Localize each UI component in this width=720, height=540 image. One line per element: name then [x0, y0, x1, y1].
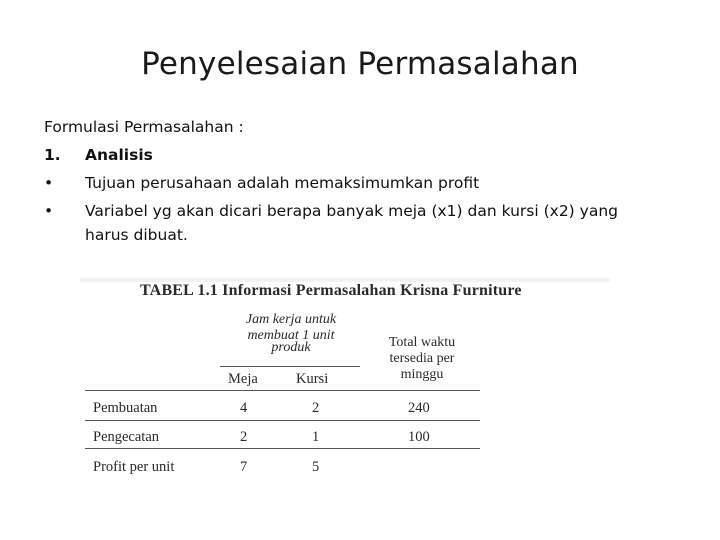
group-header-line: Jam kerja untuk: [245, 312, 337, 327]
bullet-icon: •: [44, 202, 54, 220]
slide-title: Penyelesaian Permasalahan: [141, 46, 579, 82]
bullet-text: Tujuan perusahaan adalah memaksimumkan profit: [85, 174, 480, 192]
row-label: Pembuatan: [93, 400, 158, 416]
bullet-text-line1: Variabel yg akan dicari berapa banyak meja (x1) dan kursi (x2) yang: [85, 202, 618, 220]
row-label: Profit per unit: [93, 459, 175, 475]
cell-meja: 2: [240, 429, 248, 445]
column-header-kursi: Kursi: [296, 371, 329, 387]
total-header-line: Total waktu: [388, 335, 456, 350]
bullet-item: [44, 197, 684, 249]
bullet-icon: •: [44, 174, 54, 192]
cell-kursi: 1: [312, 429, 320, 445]
cell-total: 240: [408, 400, 430, 416]
group-header: [230, 312, 352, 356]
row-rule: [85, 420, 480, 421]
furniture-info-table: [80, 278, 610, 486]
bullet-item: [44, 169, 684, 197]
total-header-line: tersedia per: [389, 351, 455, 366]
group-header-line: produk: [271, 340, 311, 355]
step-item: [44, 141, 684, 169]
intro-line: [44, 113, 684, 141]
group-header-line: membuat 1 unit: [247, 328, 335, 343]
total-header-line: minggu: [400, 367, 444, 382]
table-caption: TABEL 1.1 Informasi Permasalahan Krisna Furniture: [140, 282, 522, 299]
cell-meja: 4: [240, 400, 248, 416]
intro-text: Formulasi Permasalahan :: [44, 118, 244, 136]
column-header-meja: Meja: [228, 371, 258, 387]
step-text: Analisis: [85, 146, 153, 164]
cell-kursi: 5: [312, 459, 320, 475]
cell-kursi: 2: [312, 400, 320, 416]
row-rule: [85, 448, 480, 449]
cell-meja: 7: [240, 459, 248, 475]
cell-total: 100: [408, 429, 430, 445]
bullet-text: [85, 197, 684, 249]
row-label: Pengecatan: [93, 429, 160, 445]
slide-body: [44, 113, 684, 249]
total-header: [377, 335, 467, 383]
group-underline: [220, 366, 360, 367]
bullet-text-line2: harus dibuat.: [85, 226, 188, 244]
header-rule: [85, 390, 480, 391]
step-number: 1.: [44, 146, 61, 164]
